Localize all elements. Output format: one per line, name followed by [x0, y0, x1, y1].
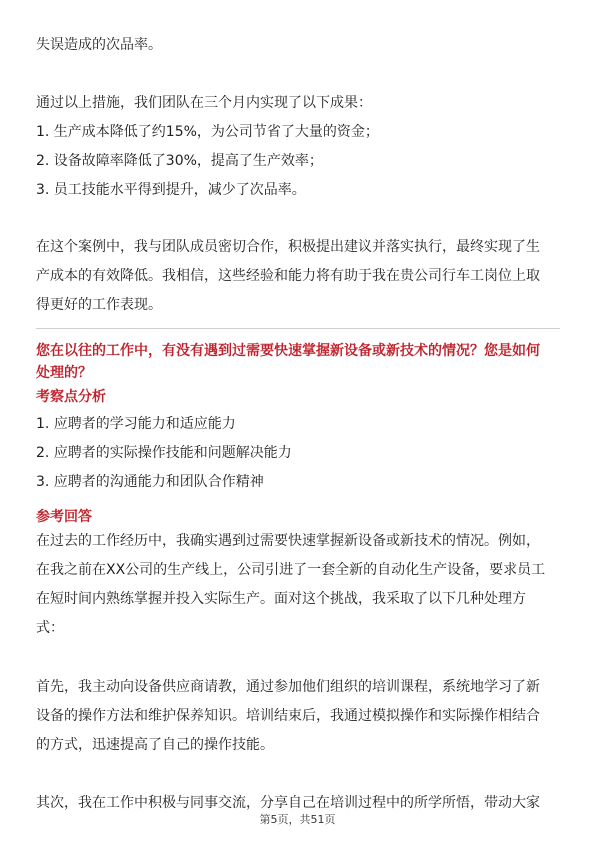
results-item-3: 3. 员工技能水平得到提升，减少了次品率。 — [36, 182, 306, 198]
conclusion-line-1: 在这个案例中，我与团队成员密切合作，积极提出建议并落实执行，最终实现了生 — [36, 239, 540, 255]
question-line-2: 处理的？ — [36, 365, 92, 381]
analysis-item-1: 1. 应聘者的学习能力和适应能力 — [36, 416, 236, 432]
results-item-1: 1. 生产成本降低了约15%，为公司节省了大量的资金； — [36, 124, 379, 140]
answer-p2-line-2: 设备的操作方法和维护保养知识。培训结束后，我通过模拟操作和实际操作相结合 — [36, 708, 540, 724]
analysis-heading: 考察点分析 — [36, 389, 106, 405]
answer-heading: 参考回答 — [36, 509, 92, 525]
conclusion-line-3: 得更好的工作表现。 — [36, 297, 162, 313]
answer-p2-line-3: 的方式，迅速提高了自己的操作技能。 — [36, 737, 274, 753]
answer-p2-line-1: 首先，我主动向设备供应商请教，通过参加他们组织的培训课程，系统地学习了新 — [36, 679, 540, 695]
analysis-item-2: 2. 应聘者的实际操作技能和问题解决能力 — [36, 445, 292, 461]
analysis-item-3: 3. 应聘者的沟通能力和团队合作精神 — [36, 474, 264, 490]
answer-p1-line-2: 在我之前在XX公司的生产线上，公司引进了一套全新的自动化生产设备，要求员工 — [36, 562, 546, 578]
results-item-2: 2. 设备故障率降低了30%，提高了生产效率； — [36, 153, 323, 169]
answer-p3-line-1: 其次，我在工作中积极与同事交流，分享自己在培训过程中的所学所悟，带动大家 — [36, 795, 540, 811]
answer-p1-line-3: 在短时间内熟练掌握并投入实际生产。面对这个挑战，我采取了以下几种处理方 — [36, 591, 526, 607]
conclusion-line-2: 产成本的有效降低。我相信，这些经验和能力将有助于我在贵公司行车工岗位上取 — [36, 268, 540, 284]
question-line-1: 您在以往的工作中，有没有遇到过需要快速掌握新设备或新技术的情况？您是如何 — [36, 343, 540, 359]
answer-p1-line-1: 在过去的工作经历中，我确实遇到过需要快速掌握新设备或新技术的情况。例如， — [36, 533, 540, 549]
results-intro: 通过以上措施，我们团队在三个月内实现了以下成果： — [36, 95, 372, 111]
paragraph-continuation: 失误造成的次品率。 — [36, 37, 162, 53]
page-number: 第5页，共51页 — [259, 813, 336, 826]
answer-p1-line-4: 式： — [36, 620, 64, 636]
section-divider — [36, 328, 560, 329]
